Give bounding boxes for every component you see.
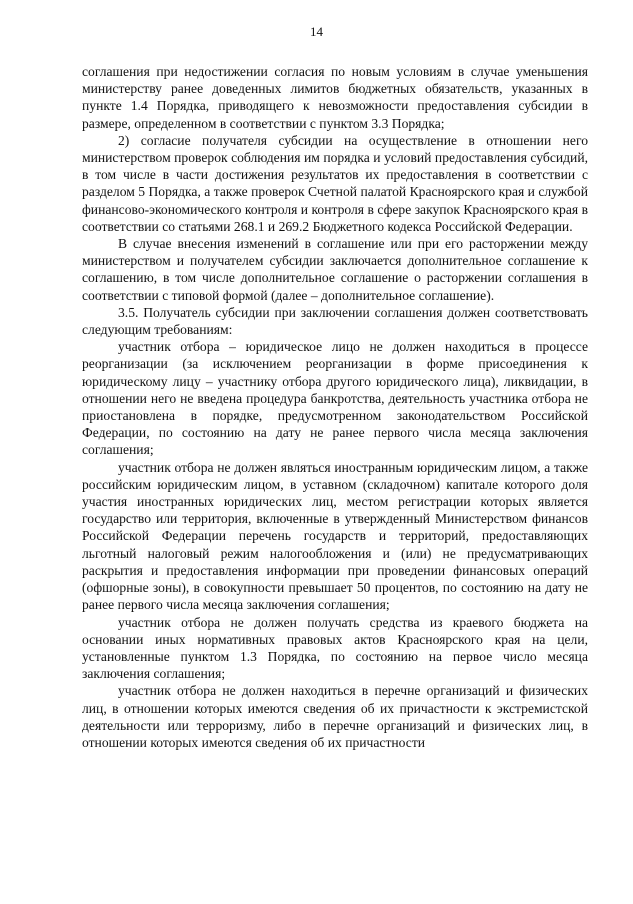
document-body — [82, 63, 588, 751]
paragraph-regional-budget-requirement: участник отбора не должен получать средства из краевого бюджета на основании иных нормативных правовых актов Красноярского края на цели, установленные пунктом 1.3 Порядка, по состоянию на первое число месяца заключения соглашения; — [82, 614, 588, 682]
paragraph-section-3-5: 3.5. Получатель субсидии при заключении соглашения должен соответствовать следующим требованиям: — [82, 304, 588, 338]
paragraph-consent-to-inspections: 2) согласие получателя субсидии на осуществление в отношении него министерством проверок соблюдения им порядка и условий предоставления субсидий, в том числе в части достижения результатов их предоставления в соответствии с разделом 5 Порядка, а также проверок Счетной палатой Красноярского края и службой финансово-экономического контроля и контроля в сфере закупок Красноярского края в соответствии со статьями 268.1 и 269.2 Бюджетного кодекса Российской Федерации. — [82, 132, 588, 234]
paragraph-agreement-continuation: соглашения при недостижении согласия по новым условиям в случае уменьшения министерству ранее доведенных лимитов бюджетных обязательств, указанных в пункте 1.4 Порядка, приводящего к невозможности предоставления субсидии в размере, определенном в соответствии с пунктом 3.3 Порядка; — [82, 64, 588, 131]
paragraph-extremism-list-requirement: участник отбора не должен находиться в перечне организаций и физических лиц, в отношении которых имеются сведения об их причастности к экстремистской деятельности или терроризму, либо в перечне организаций и физических лиц, в отношении которых имеются сведения об их причастности — [82, 683, 588, 750]
paragraph-foreign-entity-requirement: участник отбора не должен являться иностранным юридическим лицом, а также российским юридическим лицом, в уставном (складочном) капитале которого доля участия иностранных юридических лиц, местом регистрации которых является государство или территория, включенные в утвержденный Министерством финансов Российской Федерации перечень государств и территорий, предоставляющих льготный налоговый режим налогообложения и (или) не предусматривающих раскрытия и предоставления информации при проведении финансовых операций (офшорные зоны), в совокупности превышает 50 процентов, по состоянию на дату не ранее первого числа месяца заключения соглашения; — [82, 459, 588, 613]
paragraph-additional-agreement: В случае внесения изменений в соглашение или при его расторжении между министерством и получателем субсидии заключается дополнительное соглашение к соглашению, в том числе дополнительное соглашение о расторжении соглашения в соответствии с типовой формой (далее – дополнительное соглашение). — [82, 236, 588, 303]
paragraph-reorganization-requirement: участник отбора – юридическое лицо не должен находиться в процессе реорганизации (за исключением реорганизации в форме присоединения к юридическому лицу – участнику отбора другого юридического лица), ликвидации, в отношении него не введена процедура банкротства, деятельность участника отбора не приостановлена в порядке, предусмотренном законодательством Российской Федерации, по состоянию на дату не ранее первого числа месяца заключения соглашения; — [82, 339, 588, 458]
page-number: 14 — [310, 24, 323, 39]
